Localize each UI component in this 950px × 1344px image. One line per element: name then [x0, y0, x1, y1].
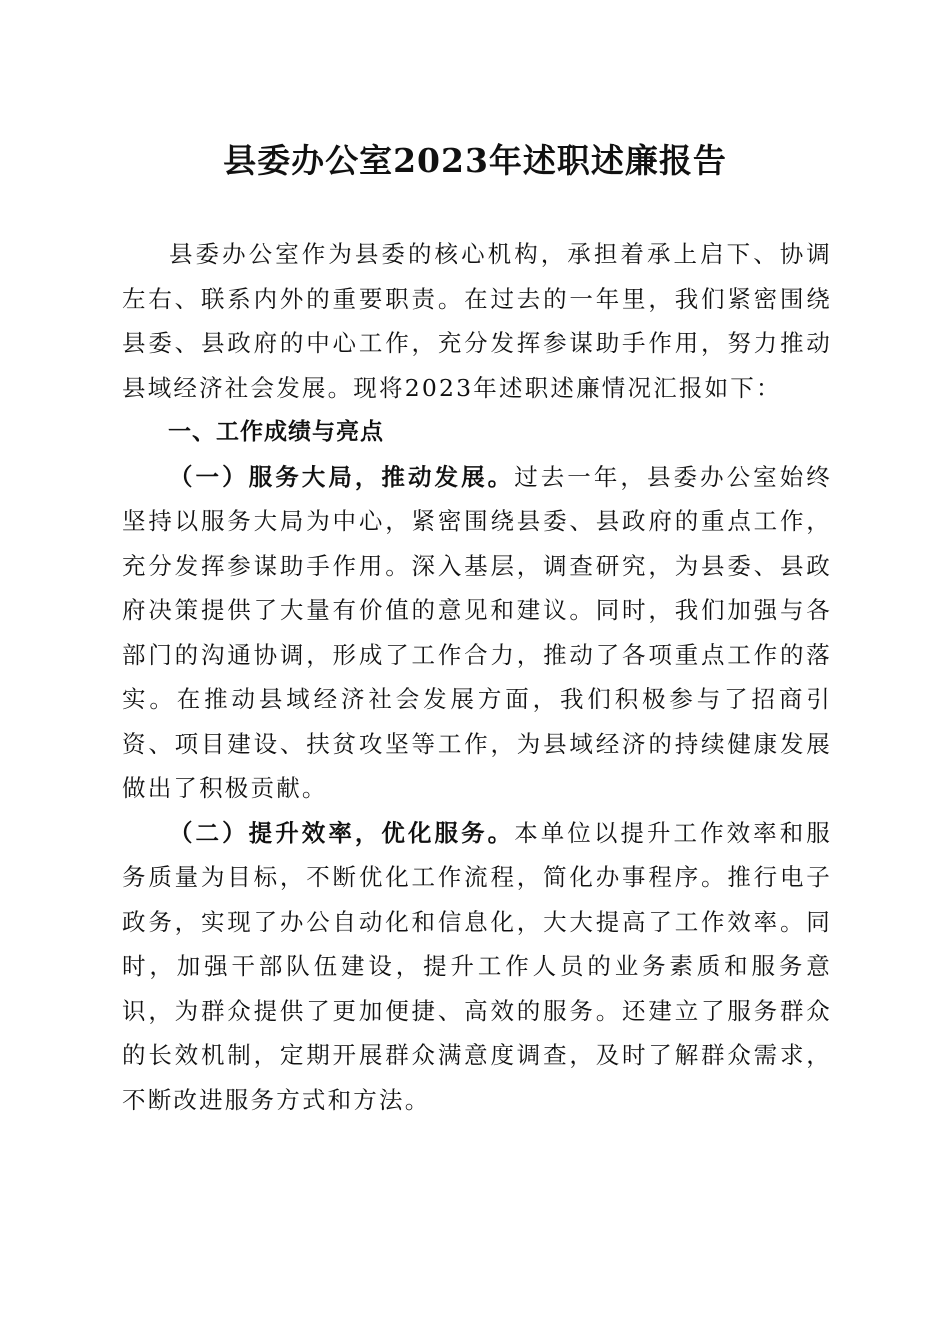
item-lead-1: （一）服务大局，推动发展。 [169, 462, 515, 491]
item-lead-2: （二）提升效率，优化服务。 [169, 818, 515, 847]
item-text-2: 本单位以提升工作效率和服务质量为目标，不断优化工作流程，简化办事程序。推行电子政务，实现了办公自动化和信息化，大大提高了工作效率。同时，加强干部队伍建设，提升工作人员的业务素质和服务意识，为群众提供了更加便捷、高效的服务。还建立了服务群众的长效机制，定期开展群众满意度调查，及时了解群众需求，不断改进服务方式和方法。 [122, 818, 832, 1114]
intro-paragraph: 县委办公室作为县委的核心机构，承担着承上启下、协调左右、联系内外的重要职责。在过去的一年里，我们紧密围绕县委、县政府的中心工作，充分发挥参谋助手作用，努力推动县域经济社会发展。现将2023年述职述廉情况汇报如下： [122, 240, 832, 402]
item-paragraph-1 [122, 455, 832, 811]
document-title: 县委办公室2023年述职述廉报告 [223, 141, 727, 180]
item-paragraph-2 [122, 811, 832, 1123]
document-body [122, 232, 832, 1122]
item-text-1: 过去一年，县委办公室始终坚持以服务大局为中心，紧密围绕县委、县政府的重点工作，充分发挥参谋助手作用。深入基层，调查研究，为县委、县政府决策提供了大量有价值的意见和建议。同时，我们加强与各部门的沟通协调，形成了工作合力，推动了各项重点工作的落实。在推动县域经济社会发展方面，我们积极参与了招商引资、项目建设、扶贫攻坚等工作，为县域经济的持续健康发展做出了积极贡献。 [122, 462, 832, 802]
section-heading: 一、工作成绩与亮点 [168, 419, 384, 445]
